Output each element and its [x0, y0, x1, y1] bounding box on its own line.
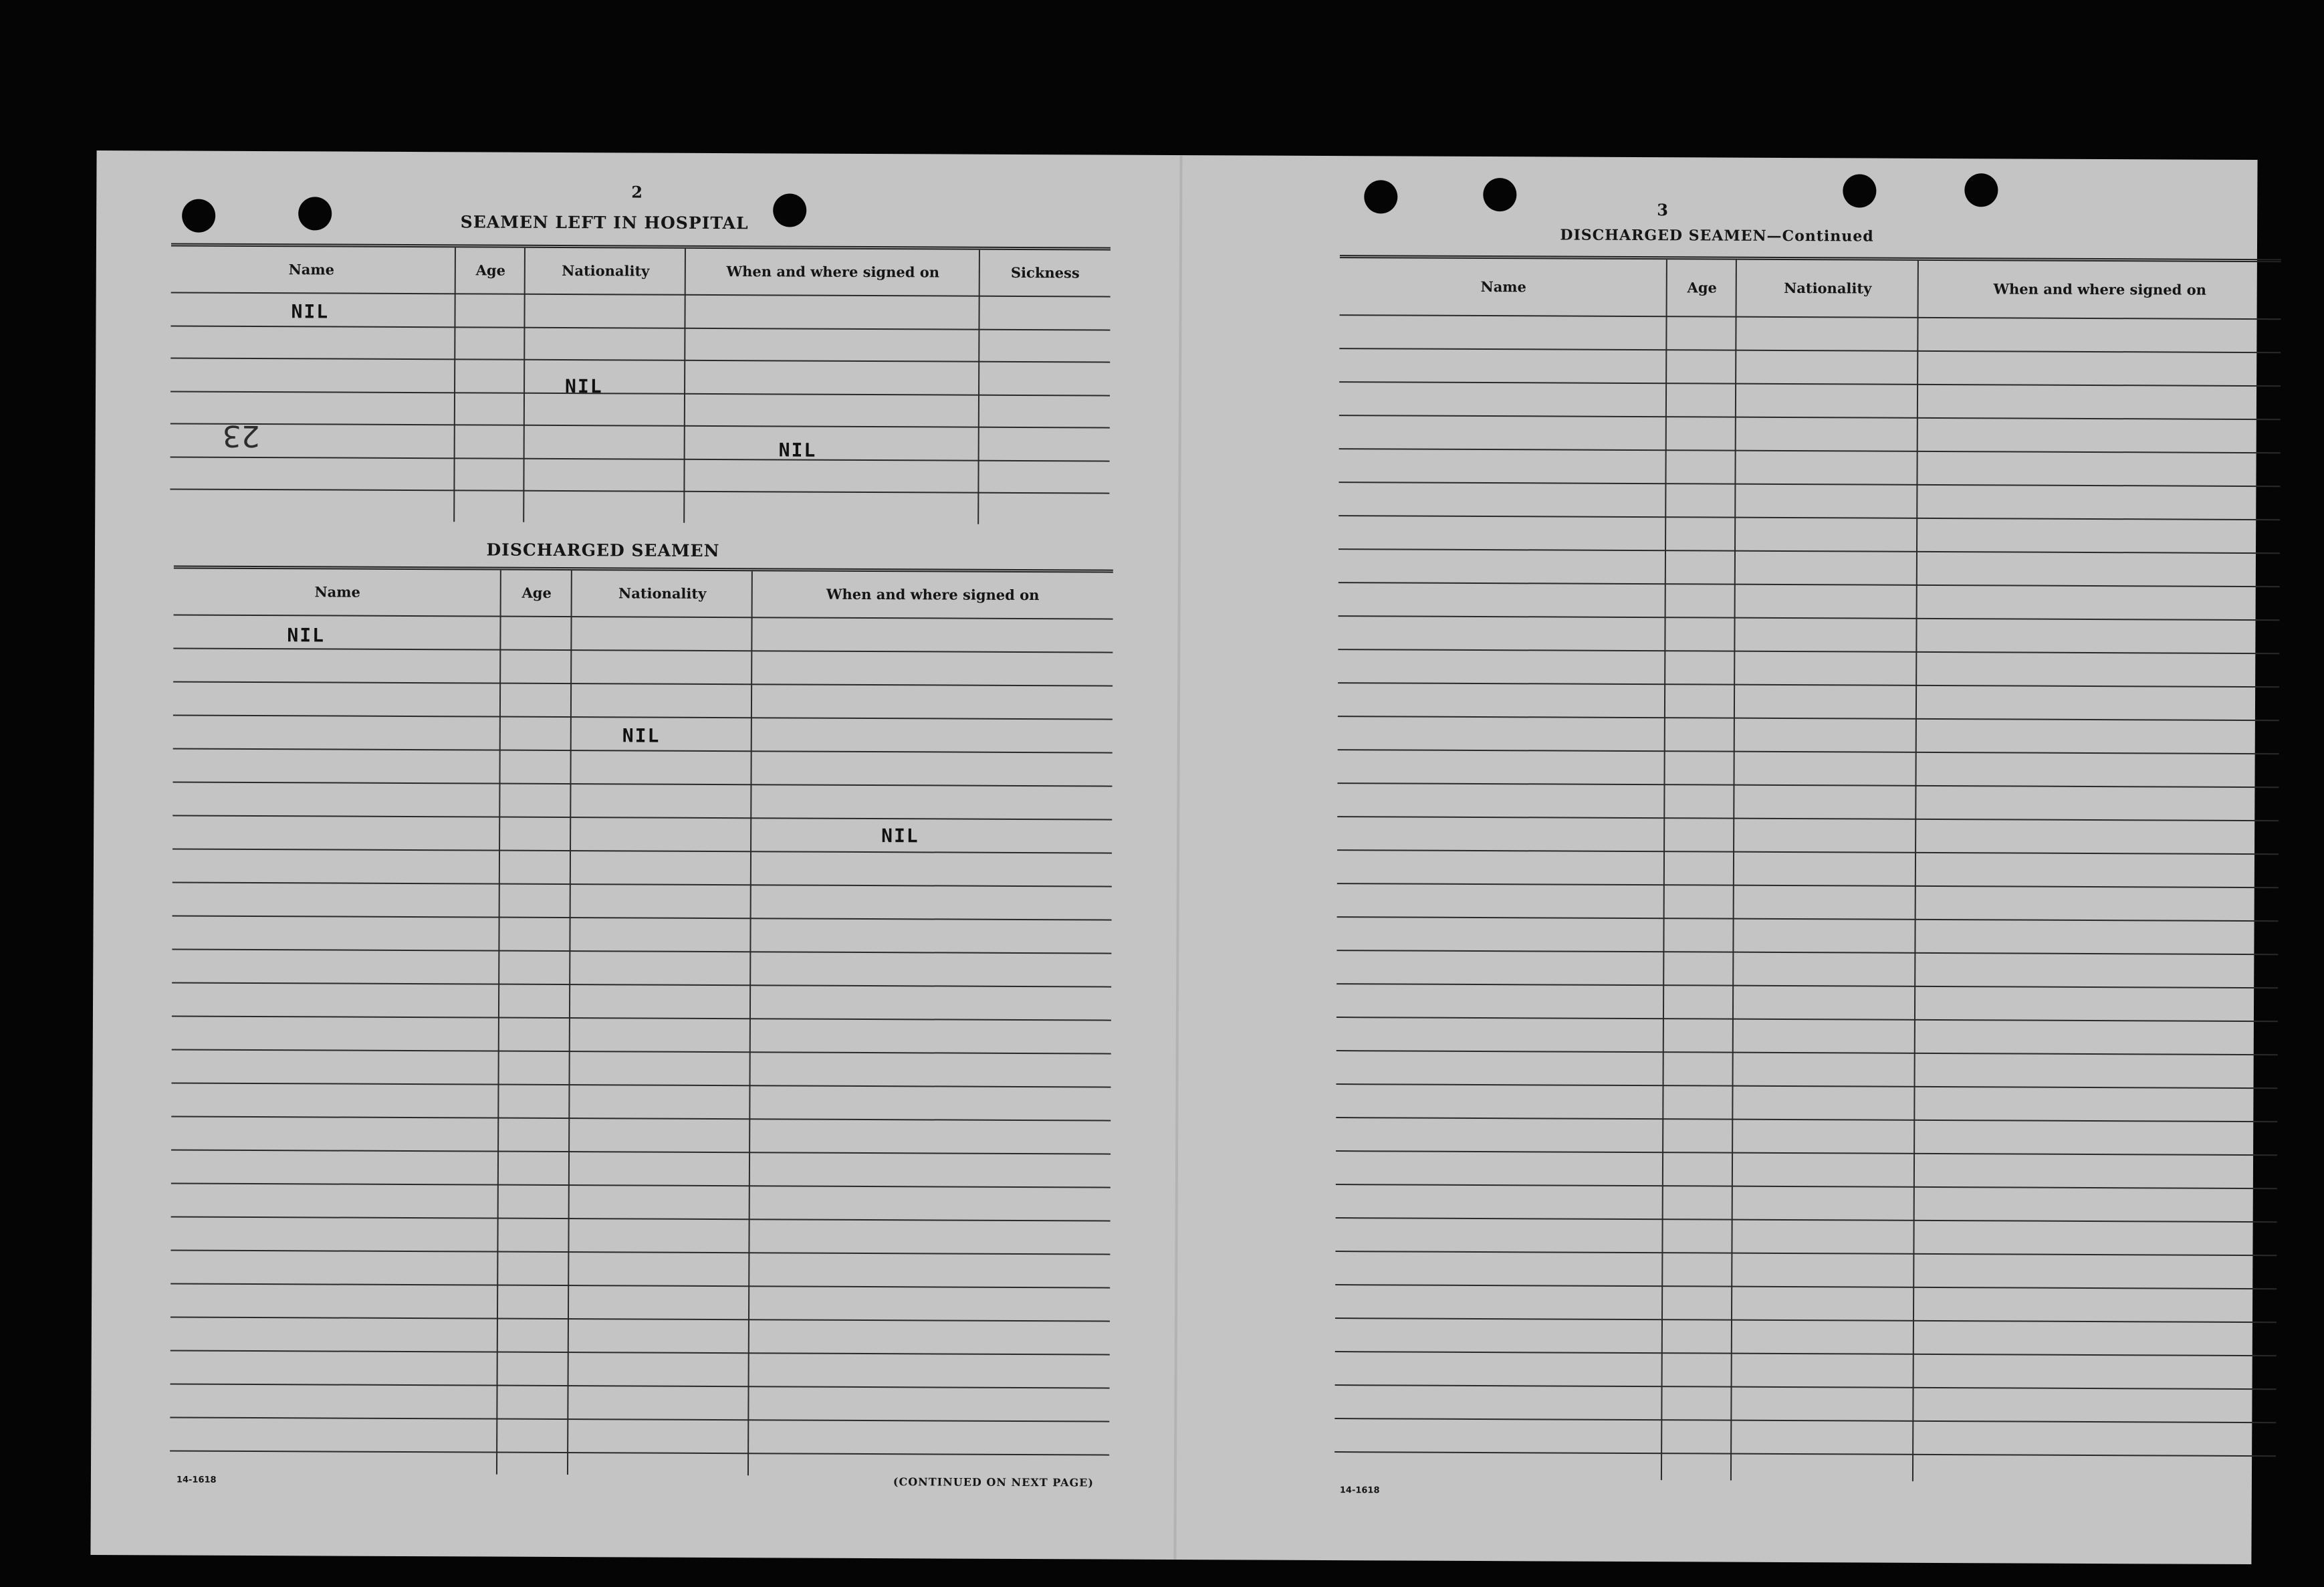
punch-hole: [298, 197, 332, 230]
rule: [1336, 1217, 2277, 1223]
rule: [1339, 582, 2280, 587]
rule: [170, 1450, 1109, 1455]
discharged-signed-on-entry: NIL: [881, 825, 919, 847]
column-header-name: Name: [288, 261, 335, 278]
hospital-section-title: SEAMEN LEFT IN HOSPITAL: [460, 212, 749, 233]
right-page: [1176, 155, 2257, 1564]
rule: [1339, 415, 2281, 420]
hospital-name-entry: NIL: [291, 300, 330, 323]
document-sheet: [90, 150, 2257, 1564]
rule: [170, 357, 1110, 362]
column-header-name: Name: [1480, 278, 1526, 296]
rule: [1335, 1251, 2277, 1256]
column-header-age: Age: [1687, 279, 1717, 296]
rule: [1337, 1050, 2278, 1055]
rule: [1335, 1284, 2277, 1289]
column-header-age: Age: [521, 584, 552, 601]
punch-hole: [1364, 180, 1397, 213]
continued-note: (CONTINUED ON NEXT PAGE): [893, 1475, 1094, 1489]
left-page: [90, 150, 1179, 1560]
rule: [1337, 782, 2279, 788]
page-number: 2: [631, 182, 643, 202]
column-header-nationality: Nationality: [618, 585, 707, 602]
rule: [1337, 816, 2279, 821]
rule: [1336, 1117, 2277, 1122]
column-divider: [567, 570, 572, 1475]
rule: [1337, 983, 2278, 988]
rule: [1337, 849, 2279, 855]
rule: [1339, 448, 2281, 453]
rule: [1337, 1017, 2278, 1022]
rule: [170, 1249, 1110, 1255]
column-header-signed-on: When and where signed on: [826, 585, 1040, 604]
rule: [171, 1116, 1111, 1121]
rule: [171, 1216, 1111, 1221]
discharged-continued-table: [1334, 255, 2281, 1483]
rule: [1335, 1384, 2277, 1390]
rule: [170, 423, 1110, 428]
rule: [172, 815, 1112, 820]
rule: [173, 714, 1113, 720]
rule: [1334, 1418, 2276, 1423]
rule: [1337, 916, 2279, 922]
rule: [170, 325, 1110, 330]
rule: [171, 1182, 1111, 1188]
rule: [1336, 1184, 2277, 1189]
column-divider: [1730, 260, 1737, 1481]
rule: [173, 681, 1113, 686]
rule: [170, 488, 1109, 494]
column-divider: [1661, 259, 1667, 1480]
rule: [172, 1082, 1111, 1087]
rule: [1337, 883, 2279, 888]
discharged-section-title: DISCHARGED SEAMEN: [486, 540, 720, 561]
discharged-nationality-entry: NIL: [622, 724, 661, 747]
rule: [1338, 749, 2279, 754]
discharged-continued-title: DISCHARGED SEAMEN—Continued: [1560, 226, 1874, 245]
rule: [170, 1416, 1109, 1422]
column-header-nationality: Nationality: [1784, 279, 1872, 297]
discharged-name-entry: NIL: [287, 624, 326, 647]
column-divider: [523, 248, 526, 522]
rule: [1338, 716, 2279, 721]
rule: [172, 781, 1112, 786]
column-divider: [496, 570, 501, 1475]
rule: [1339, 515, 2280, 520]
punch-hole: [182, 199, 215, 233]
column-header-nationality: Nationality: [562, 261, 650, 280]
punch-hole: [1964, 173, 1998, 207]
rule: [1336, 1150, 2277, 1156]
rule: [172, 1015, 1111, 1021]
rule: [170, 1316, 1110, 1321]
rule: [173, 748, 1113, 753]
rule: [173, 647, 1113, 653]
column-divider: [683, 249, 686, 523]
punch-hole: [1843, 174, 1876, 207]
rule: [1339, 482, 2280, 487]
rule: [1338, 682, 2279, 687]
page-number: 3: [1657, 200, 1668, 220]
rule: [171, 1149, 1111, 1154]
column-header-age: Age: [475, 261, 506, 279]
discharged-table: [170, 565, 1113, 1477]
punch-hole: [1483, 178, 1516, 211]
column-header-name: Name: [314, 583, 360, 601]
hospital-signed-on-entry: NIL: [778, 439, 817, 461]
rule: [172, 948, 1111, 954]
rule: [170, 1350, 1110, 1355]
rule: [1339, 381, 2281, 387]
rule: [1335, 1317, 2277, 1323]
rule: [170, 456, 1110, 461]
rule: [1338, 649, 2279, 654]
hospital-table: [170, 243, 1111, 524]
form-number: 14-1618: [176, 1475, 217, 1485]
rule: [1337, 950, 2278, 955]
rule: [1339, 548, 2280, 554]
stamp-mark: 23: [222, 418, 260, 453]
rule: [1335, 1351, 2277, 1356]
column-divider: [1912, 261, 1919, 1481]
rule: [172, 915, 1112, 920]
rule: [1337, 1083, 2278, 1089]
rule: [172, 982, 1111, 987]
rule: [1334, 1451, 2276, 1457]
rule: [172, 848, 1112, 853]
hospital-nationality-entry: NIL: [564, 375, 603, 398]
column-divider: [977, 250, 980, 524]
rule: [172, 1049, 1111, 1054]
column-header-signed-on: When and where signed on: [726, 263, 940, 281]
column-divider: [453, 247, 456, 522]
column-header-sickness: Sickness: [1010, 263, 1080, 282]
rule: [172, 881, 1112, 887]
column-header-signed-on: When and where signed on: [1993, 280, 2207, 298]
rule: [170, 1383, 1110, 1388]
rule: [170, 1283, 1110, 1288]
rule: [1339, 615, 2280, 621]
rule: [170, 391, 1110, 396]
rule: [1339, 348, 2281, 353]
form-number: 14-1618: [1339, 1485, 1380, 1496]
column-divider: [747, 571, 753, 1475]
